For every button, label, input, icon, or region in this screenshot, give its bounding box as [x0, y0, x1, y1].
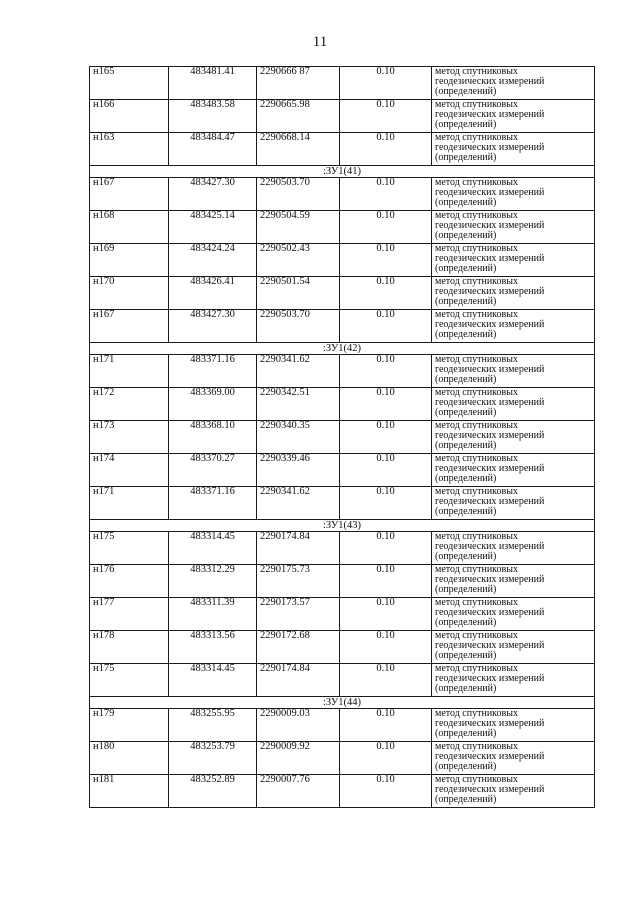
method-line: метод спутниковых [435, 630, 518, 641]
point-name-cell: н169 [90, 244, 169, 277]
method-line: метод спутниковых [435, 99, 518, 110]
method-line: (определений) [435, 473, 497, 485]
point-name-cell: н167 [90, 178, 169, 211]
table-row [90, 631, 595, 664]
method-cell [432, 664, 595, 697]
y-coordinate-cell: 2290172.68 [257, 631, 340, 664]
accuracy-cell: 0.10 [340, 211, 432, 244]
accuracy-cell: 0.10 [340, 664, 432, 697]
method-line: геодезических измерений [435, 607, 545, 619]
method-cell [432, 487, 595, 520]
table-row [90, 565, 595, 598]
method-cell [432, 100, 595, 133]
method-line: метод спутниковых [435, 210, 518, 221]
method-cell [432, 388, 595, 421]
method-cell [432, 709, 595, 742]
y-coordinate-cell: 2290504.59 [257, 211, 340, 244]
method-cell [432, 277, 595, 310]
y-coordinate-cell: 2290339.46 [257, 454, 340, 487]
method-line: геодезических измерений [435, 76, 545, 88]
x-coordinate-cell: 483426.41 [169, 277, 257, 310]
table-row [90, 178, 595, 211]
y-coordinate-cell: 2290503.70 [257, 178, 340, 211]
method-line: метод спутниковых [435, 243, 518, 254]
method-line: (определений) [435, 152, 497, 164]
method-cell [432, 631, 595, 664]
x-coordinate-cell: 483424.24 [169, 244, 257, 277]
accuracy-cell: 0.10 [340, 355, 432, 388]
point-name-cell: н172 [90, 388, 169, 421]
method-line: метод спутниковых [435, 564, 518, 575]
method-line: (определений) [435, 728, 497, 740]
method-cell [432, 598, 595, 631]
y-coordinate-cell: 2290342.51 [257, 388, 340, 421]
x-coordinate-cell: 483371.16 [169, 487, 257, 520]
point-name-cell: н174 [90, 454, 169, 487]
method-line: метод спутниковых [435, 354, 518, 365]
x-coordinate-cell: 483371.16 [169, 355, 257, 388]
method-line: геодезических измерений [435, 673, 545, 685]
method-line: метод спутниковых [435, 531, 518, 542]
x-coordinate-cell: 483427.30 [169, 310, 257, 343]
method-line: геодезических измерений [435, 430, 545, 442]
y-coordinate-cell: 2290009.92 [257, 742, 340, 775]
section-header-row [90, 697, 595, 709]
section-label: :ЗУ1(44) [90, 697, 595, 709]
method-line: геодезических измерений [435, 574, 545, 586]
point-name-cell: н167 [90, 310, 169, 343]
point-name-cell: н175 [90, 532, 169, 565]
method-line: (определений) [435, 440, 497, 452]
x-coordinate-cell: 483313.56 [169, 631, 257, 664]
y-coordinate-cell: 2290173.57 [257, 598, 340, 631]
table-row [90, 310, 595, 343]
accuracy-cell: 0.10 [340, 133, 432, 166]
y-coordinate-cell: 2290502.43 [257, 244, 340, 277]
method-line: (определений) [435, 551, 497, 563]
method-line: (определений) [435, 683, 497, 695]
x-coordinate-cell: 483255.95 [169, 709, 257, 742]
method-line: геодезических измерений [435, 463, 545, 475]
x-coordinate-cell: 483253.79 [169, 742, 257, 775]
table-row [90, 742, 595, 775]
accuracy-cell: 0.10 [340, 67, 432, 100]
method-line: (определений) [435, 407, 497, 419]
method-line: геодезических измерений [435, 286, 545, 298]
table-row [90, 454, 595, 487]
y-coordinate-cell: 2290009.03 [257, 709, 340, 742]
point-name-cell: н170 [90, 277, 169, 310]
table-row [90, 709, 595, 742]
method-cell [432, 178, 595, 211]
table-row [90, 532, 595, 565]
method-line: метод спутниковых [435, 708, 518, 719]
section-label: :ЗУ1(42) [90, 343, 595, 355]
method-line: (определений) [435, 761, 497, 773]
method-line: метод спутниковых [435, 66, 518, 77]
method-line: (определений) [435, 329, 497, 341]
y-coordinate-cell: 2290666 87 [257, 67, 340, 100]
method-line: метод спутниковых [435, 663, 518, 674]
method-line: (определений) [435, 119, 497, 131]
method-line: метод спутниковых [435, 597, 518, 608]
x-coordinate-cell: 483311.39 [169, 598, 257, 631]
section-header-row [90, 343, 595, 355]
point-name-cell: н163 [90, 133, 169, 166]
method-line: геодезических измерений [435, 109, 545, 121]
section-label: :ЗУ1(43) [90, 520, 595, 532]
method-line: геодезических измерений [435, 541, 545, 553]
method-line: геодезических измерений [435, 640, 545, 652]
accuracy-cell: 0.10 [340, 244, 432, 277]
accuracy-cell: 0.10 [340, 421, 432, 454]
method-line: метод спутниковых [435, 309, 518, 320]
accuracy-cell: 0.10 [340, 775, 432, 808]
coordinates-table [89, 66, 595, 808]
method-line: (определений) [435, 794, 497, 806]
point-name-cell: н179 [90, 709, 169, 742]
y-coordinate-cell: 2290341.62 [257, 355, 340, 388]
method-line: (определений) [435, 374, 497, 386]
section-header-row [90, 166, 595, 178]
x-coordinate-cell: 483314.45 [169, 664, 257, 697]
method-cell [432, 565, 595, 598]
y-coordinate-cell: 2290340.35 [257, 421, 340, 454]
point-name-cell: н175 [90, 664, 169, 697]
x-coordinate-cell: 483252.89 [169, 775, 257, 808]
y-coordinate-cell: 2290174.84 [257, 664, 340, 697]
method-line: метод спутниковых [435, 741, 518, 752]
method-line: геодезических измерений [435, 751, 545, 763]
point-name-cell: н168 [90, 211, 169, 244]
method-line: (определений) [435, 230, 497, 242]
table-row [90, 355, 595, 388]
method-line: геодезических измерений [435, 187, 545, 199]
x-coordinate-cell: 483483.58 [169, 100, 257, 133]
method-line: метод спутниковых [435, 453, 518, 464]
method-line: метод спутниковых [435, 774, 518, 785]
method-line: геодезических измерений [435, 142, 545, 154]
method-line: геодезических измерений [435, 397, 545, 409]
method-cell [432, 775, 595, 808]
accuracy-cell: 0.10 [340, 310, 432, 343]
table-row [90, 775, 595, 808]
x-coordinate-cell: 483368.10 [169, 421, 257, 454]
point-name-cell: н171 [90, 487, 169, 520]
table-row [90, 244, 595, 277]
method-line: (определений) [435, 617, 497, 629]
table-row [90, 100, 595, 133]
method-line: геодезических измерений [435, 496, 545, 508]
method-line: геодезических измерений [435, 718, 545, 730]
table-row [90, 388, 595, 421]
point-name-cell: н181 [90, 775, 169, 808]
method-line: метод спутниковых [435, 420, 518, 431]
accuracy-cell: 0.10 [340, 100, 432, 133]
method-cell [432, 211, 595, 244]
coordinates-table-body [90, 67, 595, 808]
x-coordinate-cell: 483370.27 [169, 454, 257, 487]
table-row [90, 211, 595, 244]
method-line: (определений) [435, 296, 497, 308]
accuracy-cell: 0.10 [340, 532, 432, 565]
method-line: метод спутниковых [435, 132, 518, 143]
table-row [90, 67, 595, 100]
table-row [90, 598, 595, 631]
y-coordinate-cell: 2290668.14 [257, 133, 340, 166]
method-cell [432, 742, 595, 775]
method-line: (определений) [435, 86, 497, 98]
table-row [90, 487, 595, 520]
method-cell [432, 67, 595, 100]
y-coordinate-cell: 2290341.62 [257, 487, 340, 520]
y-coordinate-cell: 2290174.84 [257, 532, 340, 565]
x-coordinate-cell: 483314.45 [169, 532, 257, 565]
method-line: (определений) [435, 197, 497, 209]
point-name-cell: н173 [90, 421, 169, 454]
y-coordinate-cell: 2290007.76 [257, 775, 340, 808]
accuracy-cell: 0.10 [340, 388, 432, 421]
point-name-cell: н171 [90, 355, 169, 388]
section-label: :ЗУ1(41) [90, 166, 595, 178]
y-coordinate-cell: 2290175.73 [257, 565, 340, 598]
method-line: (определений) [435, 650, 497, 662]
y-coordinate-cell: 2290503.70 [257, 310, 340, 343]
method-line: метод спутниковых [435, 486, 518, 497]
method-line: геодезических измерений [435, 364, 545, 376]
method-line: метод спутниковых [435, 276, 518, 287]
x-coordinate-cell: 483484.47 [169, 133, 257, 166]
method-cell [432, 532, 595, 565]
point-name-cell: н180 [90, 742, 169, 775]
point-name-cell: н178 [90, 631, 169, 664]
method-line: (определений) [435, 584, 497, 596]
table-row [90, 421, 595, 454]
x-coordinate-cell: 483425.14 [169, 211, 257, 244]
method-line: геодезических измерений [435, 319, 545, 331]
method-line: (определений) [435, 263, 497, 275]
point-name-cell: н177 [90, 598, 169, 631]
y-coordinate-cell: 2290665.98 [257, 100, 340, 133]
method-line: (определений) [435, 506, 497, 518]
table-row [90, 664, 595, 697]
accuracy-cell: 0.10 [340, 565, 432, 598]
point-name-cell: н166 [90, 100, 169, 133]
x-coordinate-cell: 483427.30 [169, 178, 257, 211]
table-row [90, 133, 595, 166]
accuracy-cell: 0.10 [340, 631, 432, 664]
method-line: метод спутниковых [435, 177, 518, 188]
accuracy-cell: 0.10 [340, 709, 432, 742]
x-coordinate-cell: 483312.29 [169, 565, 257, 598]
method-line: геодезических измерений [435, 253, 545, 265]
method-line: геодезических измерений [435, 784, 545, 796]
accuracy-cell: 0.10 [340, 454, 432, 487]
point-name-cell: н165 [90, 67, 169, 100]
accuracy-cell: 0.10 [340, 487, 432, 520]
method-line: геодезических измерений [435, 220, 545, 232]
y-coordinate-cell: 2290501.54 [257, 277, 340, 310]
x-coordinate-cell: 483481.41 [169, 67, 257, 100]
section-header-row [90, 520, 595, 532]
x-coordinate-cell: 483369.00 [169, 388, 257, 421]
table-row [90, 277, 595, 310]
method-cell [432, 355, 595, 388]
method-cell [432, 454, 595, 487]
method-line: метод спутниковых [435, 387, 518, 398]
method-cell [432, 244, 595, 277]
accuracy-cell: 0.10 [340, 598, 432, 631]
page-number: 11 [312, 34, 328, 50]
accuracy-cell: 0.10 [340, 742, 432, 775]
method-cell [432, 421, 595, 454]
accuracy-cell: 0.10 [340, 277, 432, 310]
accuracy-cell: 0.10 [340, 178, 432, 211]
method-cell [432, 310, 595, 343]
method-cell [432, 133, 595, 166]
point-name-cell: н176 [90, 565, 169, 598]
